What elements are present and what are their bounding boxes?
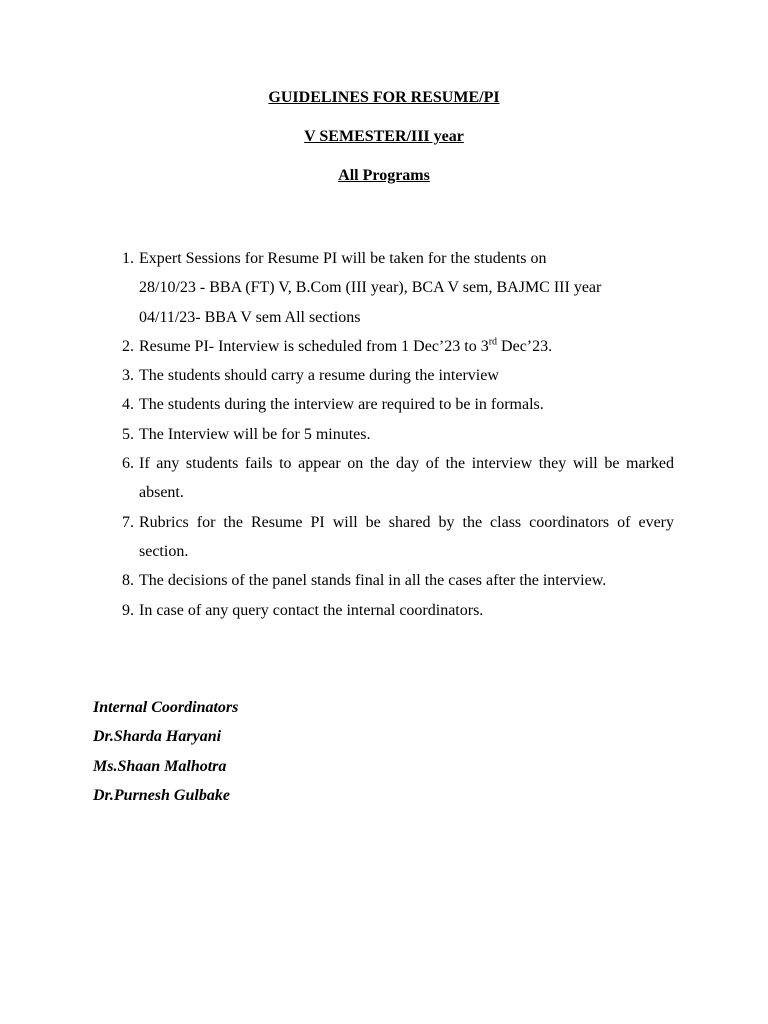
coordinator-name: Ms.Shaan Malhotra [93,757,227,775]
list-item-text: The students should carry a resume during the interview [139,367,499,385]
list-item-text: Rubrics for the Resume PI will be shared by the class coordinators of every section. [139,513,674,560]
list-item-text: The students during the interview are required to be in formals. [139,396,544,414]
list-item-number: 1. [122,250,134,267]
list-item-number: 5. [122,425,134,443]
list-item-text: If any students fails to appear on the day of the interview they will be marked absent. [139,455,674,502]
list-item-number: 7. [122,513,134,531]
list-item [110,566,674,595]
list-item-number: 4. [122,396,134,414]
list-item-text: In case of any query contact the internal coordinators. [139,601,484,619]
list-item [110,508,674,567]
document-title: GUIDELINES FOR RESUME/PI [268,89,500,106]
coordinators-heading: Internal Coordinators [93,699,239,716]
coordinator-name: Dr.Sharda Haryani [93,728,222,746]
document-programs: All Programs [338,167,430,184]
list-item-text: Expert Sessions for Resume PI will be taken for the students on [139,250,547,267]
list-item [110,244,674,332]
list-item [110,390,674,419]
coordinator-name: Dr.Purnesh Gulbake [93,786,230,804]
list-item [110,449,674,508]
document-subtitle: V SEMESTER/III year [304,128,464,145]
guidelines-list [110,244,674,625]
list-item-text: 04/11/23- BBA V sem All sections [139,308,361,326]
list-item-text: Resume PI- Interview is scheduled from 1 Dec’23 to 3rd Dec’23. [139,336,553,355]
list-item-text: 28/10/23 - BBA (FT) V, B.Com (III year), BCA V sem, BAJMC III year [139,279,602,297]
list-item-number: 6. [122,455,134,473]
list-item-number: 8. [122,572,134,590]
list-item-text: The decisions of the panel stands final in all the cases after the interview. [139,572,607,590]
list-item-number: 9. [122,601,134,619]
list-item-number: 3. [122,367,134,385]
internal-coordinators [93,693,238,810]
list-item [110,332,674,361]
list-item [110,596,674,625]
list-item [110,420,674,449]
list-item-number: 2. [122,337,134,355]
list-item [110,361,674,390]
list-item-text: The Interview will be for 5 minutes. [139,425,371,443]
